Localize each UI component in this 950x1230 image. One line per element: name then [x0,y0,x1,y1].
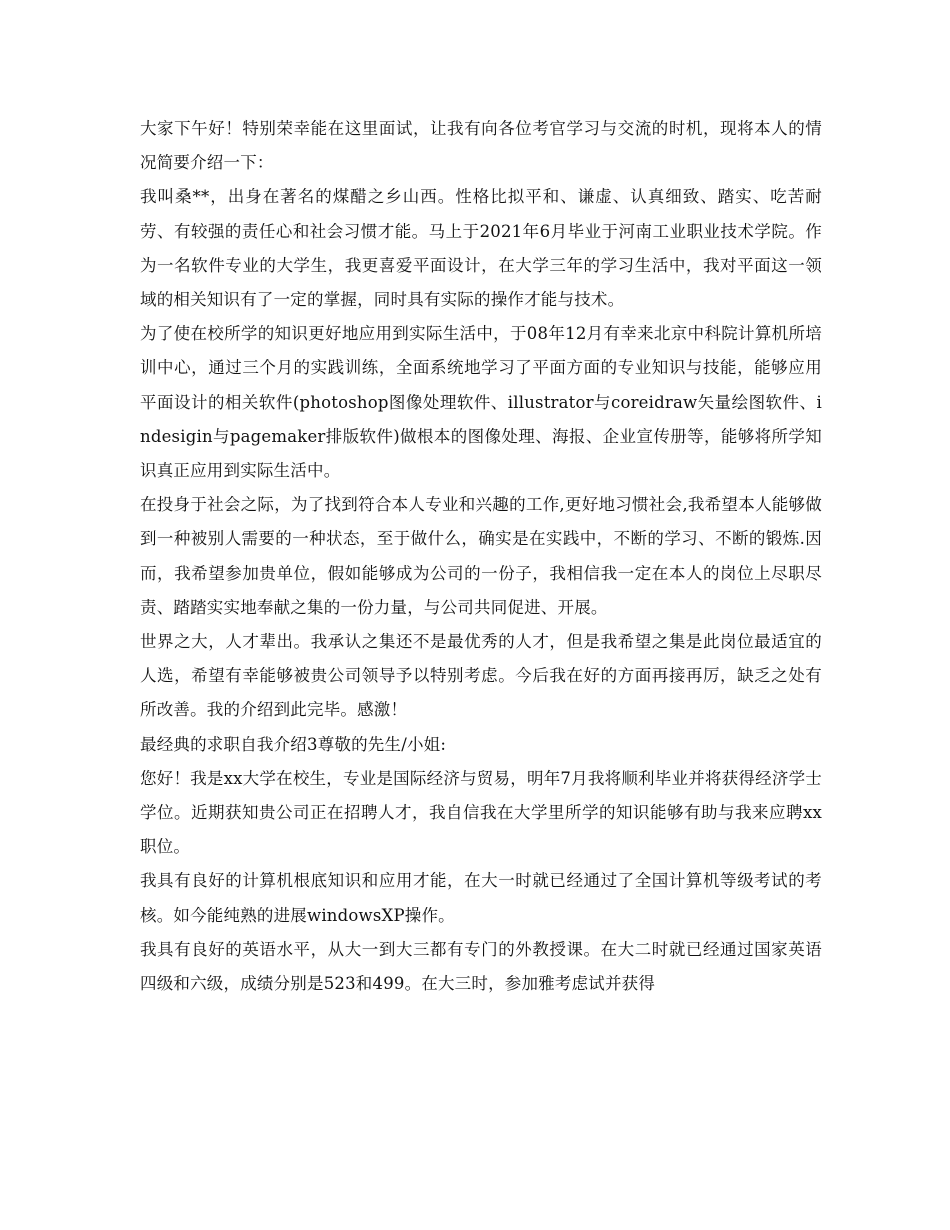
paragraph-section-heading: 最经典的求职自我介绍3尊敬的先生/小姐: [140,734,447,754]
paragraph-self-intro: 我叫桑**，出身在著名的煤醋之乡山西。性格比拟平和、谦虚、认真细致、踏实、吃苦耐劳、有较强的责任心和社会习惯才能。马上于2021年6月毕业于河南工业职业技术学院。作为一名软件专业的大学生，我更喜爱平面设计，在大学三年的学习生活中，我对平面这一领域的相关知识有了一定的掌握，同时具有实际的操作才能与技术。 [140,187,822,310]
paragraph-student-intro: 您好！我是xx大学在校生，专业是国际经济与贸易，明年7月我将顺利毕业并将获得经济学士学位。近期获知贵公司正在招聘人才，我自信我在大学里所学的知识能够有助与我来应聘xx职位。 [140,768,822,857]
paragraph-computer-skills: 我具有良好的计算机根底知识和应用才能，在大一时就已经通过了全国计算机等级考试的考核。如今能纯熟的进展windowsXP操作。 [140,871,822,925]
paragraph-training: 为了使在校所学的知识更好地应用到实际生活中，于08年12月有幸来北京中科院计算机所培训中心，通过三个月的实践训练，全面系统地学习了平面方面的专业知识与技能，能够应用平面设计的相关软件(photoshop图像处理软件、illustrator与coreidraw矢量绘图软件、indesigin与pagemaker排版软件)做根本的图像处理、海报、企业宣传册等，能够将所学知识真正应用到实际生活中。 [140,324,822,481]
document-body [140,112,822,1001]
paragraph-greeting: 大家下午好！特别荣幸能在这里面试，让我有向各位考官学习与交流的时机，现将本人的情况简要介绍一下： [140,119,822,173]
paragraph-career-goal: 在投身于社会之际，为了找到符合本人专业和兴趣的工作,更好地习惯社会,我希望本人能够做到一种被别人需要的一种状态，至于做什么，确实是在实践中，不断的学习、不断的锻炼.因而，我希望参加贵单位，假如能够成为公司的一份子，我相信我一定在本人的岗位上尽职尽责、踏踏实实地奉献之集的一份力量，与公司共同促进、开展。 [140,495,822,617]
paragraph-english-skills: 我具有良好的英语水平，从大一到大三都有专门的外教授课。在大二时就已经通过国家英语四级和六级，成绩分别是523和499。在大三时，参加雅考虑试并获得 [140,939,822,994]
paragraph-closing: 世界之大，人才辈出。我承认之集还不是最优秀的人才，但是我希望之集是此岗位最适宜的人选，希望有幸能够被贵公司领导予以特别考虑。今后我在好的方面再接再厉，缺乏之处有所改善。我的介绍到此完毕。感激！ [140,632,822,720]
